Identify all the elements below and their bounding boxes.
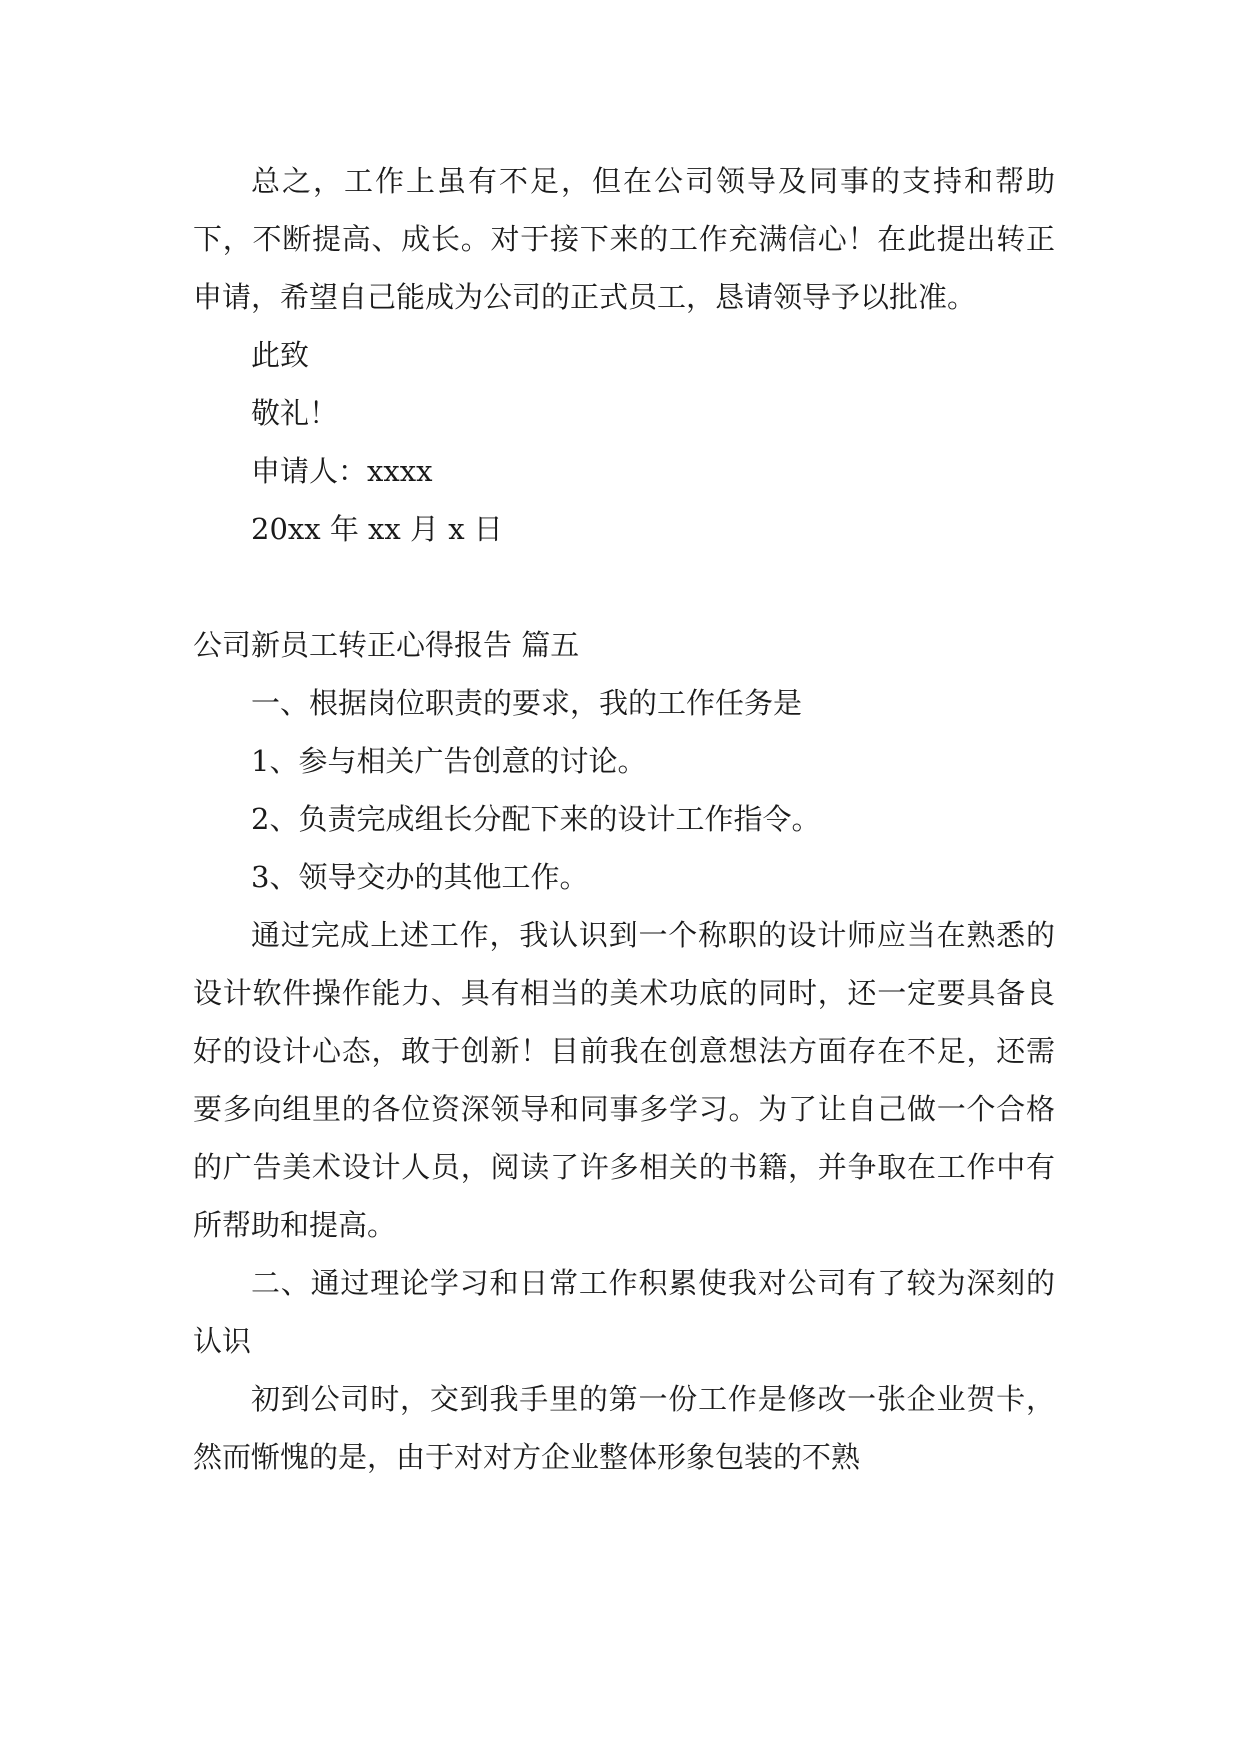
task-item-1: 1、参与相关广告创意的讨论。: [251, 744, 647, 778]
applicant-line: 申请人：xxxx: [251, 454, 433, 488]
salutation-line: 此致: [251, 338, 310, 372]
section-title: 公司新员工转正心得报告 篇五: [193, 628, 580, 662]
document-page: [193, 152, 1055, 1486]
body-paragraph-reflection: 通过完成上述工作，我认识到一个称职的设计师应当在熟悉的设计软件操作能力、具有相当的美术功底的同时，还一定要具备良好的设计心态，敢于创新！目前我在创意想法方面存在不足，还需要多向组里的各位资深领导和同事多学习。为了让自己做一个合格的广告美术设计人员，阅读了许多相关的书籍，并争取在工作中有所帮助和提高。: [193, 918, 1055, 1242]
regards-line: 敬礼！: [251, 396, 339, 430]
task-heading: 一、根据岗位职责的要求，我的工作任务是: [251, 686, 803, 720]
section-spacer: [193, 558, 1055, 616]
body-paragraph-first-job: 初到公司时，交到我手里的第一份工作是修改一张企业贺卡，然而惭愧的是，由于对对方企业整体形象包装的不熟: [193, 1382, 1055, 1474]
closing-paragraph: 总之，工作上虽有不足，但在公司领导及同事的支持和帮助下，不断提高、成长。对于接下来的工作充满信心！在此提出转正申请，希望自己能成为公司的正式员工，恳请领导予以批准。: [193, 164, 1055, 314]
task-item-2: 2、负责完成组长分配下来的设计工作指令。: [251, 802, 821, 836]
date-line: 20xx 年 xx 月 x 日: [251, 512, 503, 546]
task-item-3: 3、领导交办的其他工作。: [251, 860, 589, 894]
understanding-heading: 二、通过理论学习和日常工作积累使我对公司有了较为深刻的认识: [193, 1266, 1055, 1358]
